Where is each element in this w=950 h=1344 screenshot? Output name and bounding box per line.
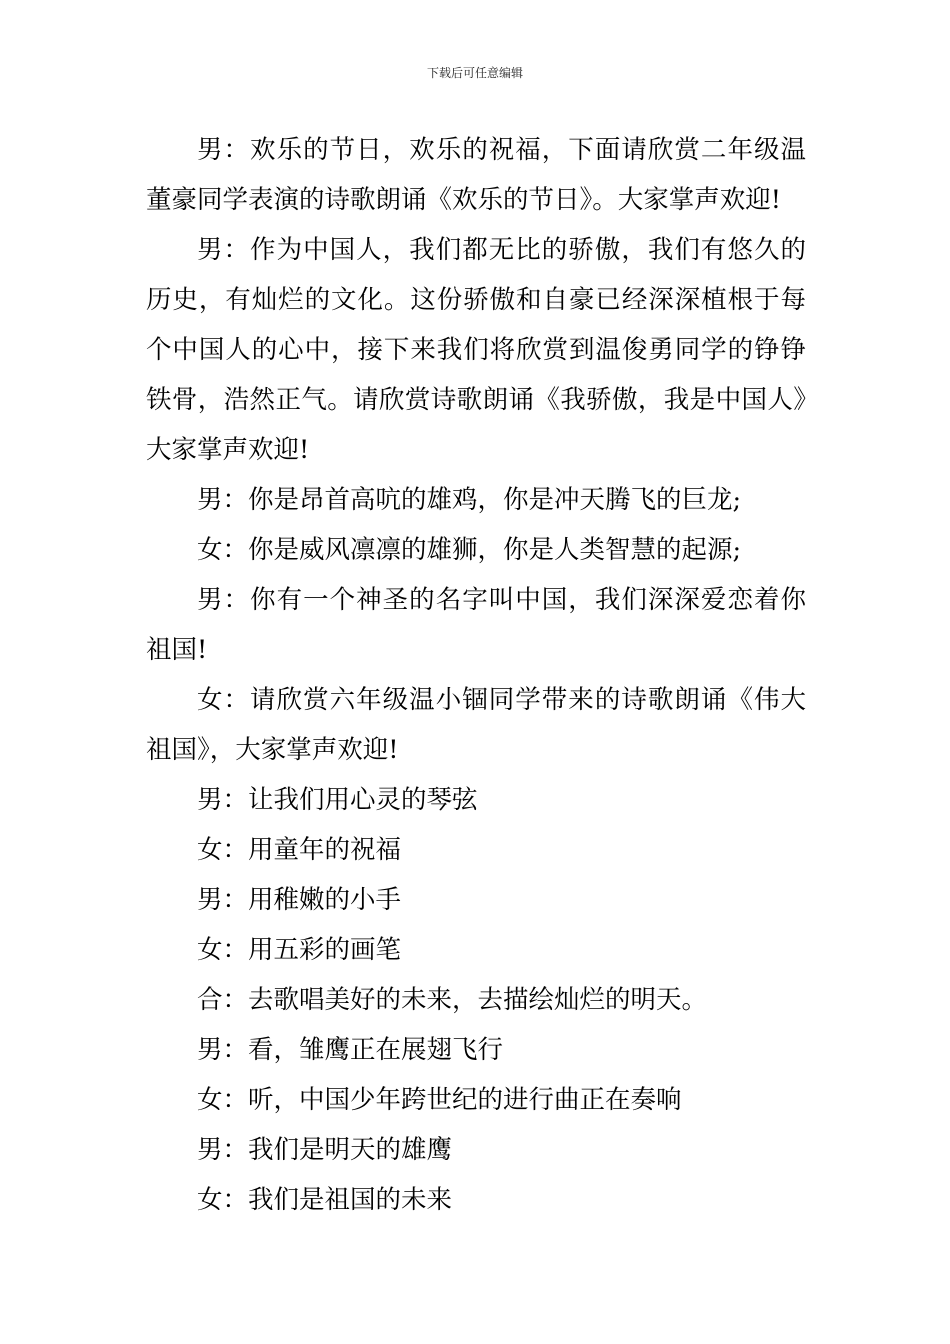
paragraph: 男：欢乐的节日，欢乐的祝福，下面请欣赏二年级温董豪同学表演的诗歌朗诵《欢乐的节日》。大家掌声欢迎!	[146, 135, 806, 215]
paragraph: 男：作为中国人，我们都无比的骄傲，我们有悠久的历史，有灿烂的文化。这份骄傲和自豪已经深深植根于每个中国人的心中，接下来我们将欣赏到温俊勇同学的铮铮铁骨，浩然正气。请欣赏诗歌朗诵《我骄傲，我是中国人》大家掌声欢迎!	[146, 235, 806, 465]
paragraph: 男：用稚嫩的小手	[197, 885, 402, 915]
paragraph: 女：用五彩的画笔	[197, 935, 402, 965]
paragraph: 男：你是昂首高吭的雄鸡，你是冲天腾飞的巨龙;	[197, 485, 742, 515]
paragraph: 女：请欣赏六年级温小锢同学带来的诗歌朗诵《伟大祖国》，大家掌声欢迎!	[146, 685, 806, 765]
paragraph: 女：用童年的祝福	[197, 835, 402, 865]
paragraph: 合：去歌唱美好的未来，去描绘灿烂的明天。	[197, 985, 708, 1015]
paragraph: 女：你是威风凛凛的雄狮，你是人类智慧的起源;	[197, 535, 742, 565]
page-header-note: 下载后可任意编辑	[426, 66, 523, 80]
paragraph: 男：让我们用心灵的琴弦	[197, 785, 478, 815]
paragraph: 女：我们是祖国的未来	[197, 1185, 453, 1215]
paragraph: 男：我们是明天的雄鹰	[197, 1135, 453, 1165]
paragraph: 男：看，雏鹰正在展翅飞行	[197, 1035, 504, 1065]
document-body	[146, 125, 806, 1225]
paragraph: 男：你有一个神圣的名字叫中国，我们深深爱恋着你祖国!	[146, 585, 806, 665]
paragraph: 女：听，中国少年跨世纪的进行曲正在奏响	[197, 1085, 682, 1115]
